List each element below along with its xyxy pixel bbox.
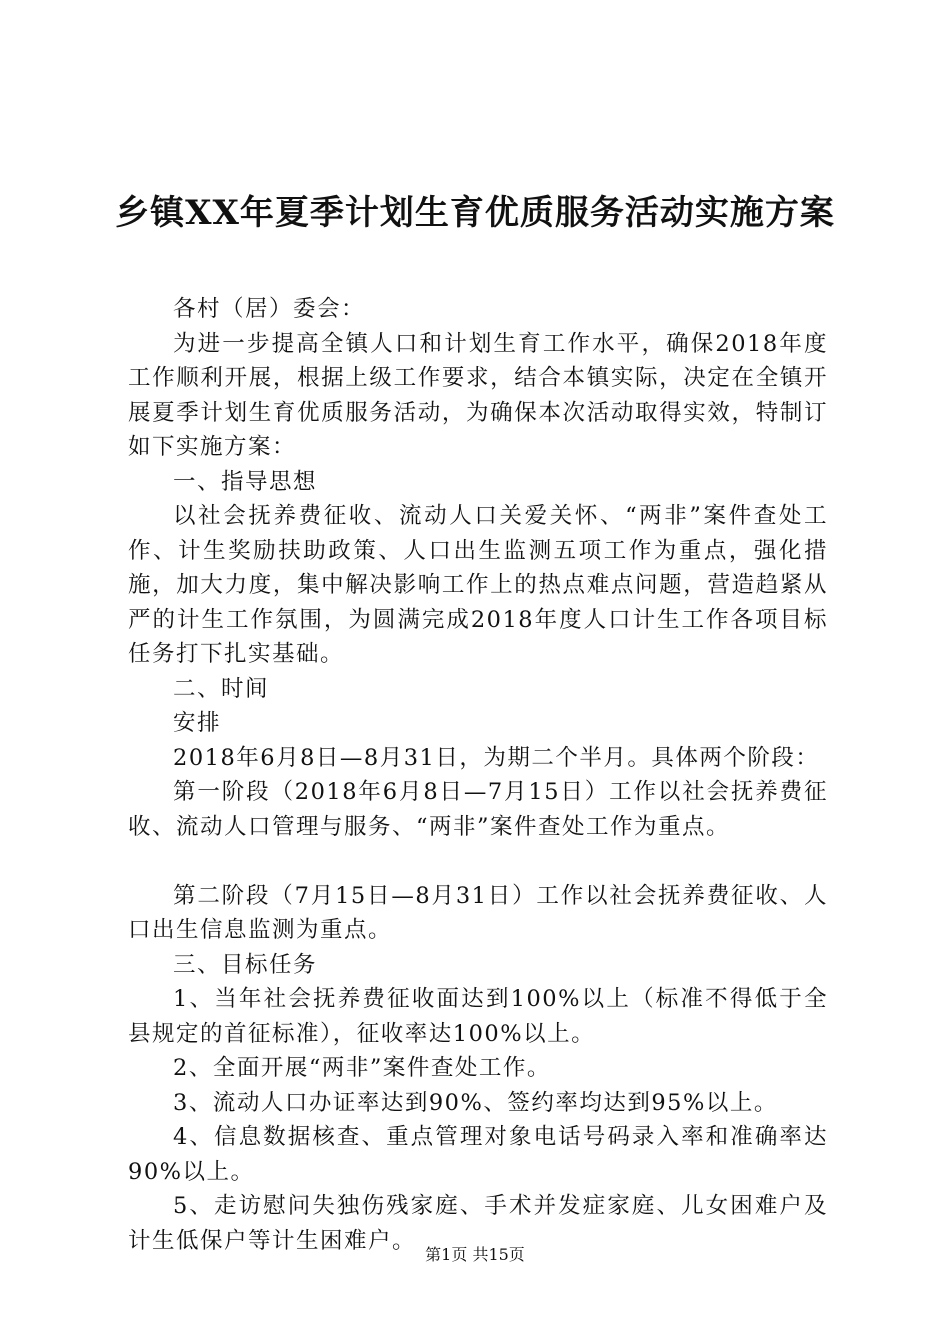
phase-two-paragraph: 第二阶段（7月15日—8月31日）工作以社会抚养费征收、人口出生信息监测为重点。 — [128, 882, 828, 943]
salutation: 各村（居）委会： — [173, 296, 366, 322]
target-item-1: 1、当年社会抚养费征收面达到100%以上（标准不得低于全县规定的首征标准），征收率达100%以上。 — [128, 986, 828, 1047]
section-heading-targets: 三、目标任务 — [173, 951, 318, 978]
intro-paragraph: 为进一步提高全镇人口和计划生育工作水平，确保2018年度工作顺利开展，根据上级工作要求，结合本镇实际，决定在全镇开展夏季计划生育优质服务活动，为确保本次活动取得实效，特制订如下实施方案： — [128, 330, 828, 460]
guiding-ideology-paragraph: 以社会抚养费征收、流动人口关爱关怀、“两非”案件查处工作、计生奖励扶助政策、人口出生监测五项工作为重点，强化措施，加大力度，集中解决影响工作上的热点难点问题，营造趋紧从严的计生工作氛围，为圆满完成2018年度人口计生工作各项目标任务打下扎实基础。 — [128, 503, 828, 667]
page-number-footer: 第1页 共15页 — [425, 1245, 525, 1264]
phase-one-paragraph: 第一阶段（2018年6月8日—7月15日）工作以社会抚养费征收、流动人口管理与服务、“两非”案件查处工作为重点。 — [128, 779, 828, 840]
target-item-5: 5、走访慰问失独伤残家庭、手术并发症家庭、儿女困难户及计生低保户等计生困难户。 — [128, 1193, 828, 1254]
section-heading-time: 二、时间 — [173, 675, 270, 702]
schedule-paragraph: 2018年6月8日—8月31日，为期二个半月。具体两个阶段： — [173, 744, 820, 771]
section-heading-guiding-ideology: 一、指导思想 — [173, 468, 318, 495]
section-heading-arrangement: 安排 — [173, 710, 222, 736]
document-title: 乡镇XX年夏季计划生育优质服务活动实施方案 — [115, 193, 835, 233]
target-item-3: 3、流动人口办证率达到90%、签约率均达到95%以上。 — [173, 1089, 778, 1116]
document-body — [128, 292, 828, 1258]
target-item-2: 2、全面开展“两非”案件查处工作。 — [173, 1055, 551, 1081]
target-item-4: 4、信息数据核查、重点管理对象电话号码录入率和准确率达90%以上。 — [128, 1124, 828, 1185]
